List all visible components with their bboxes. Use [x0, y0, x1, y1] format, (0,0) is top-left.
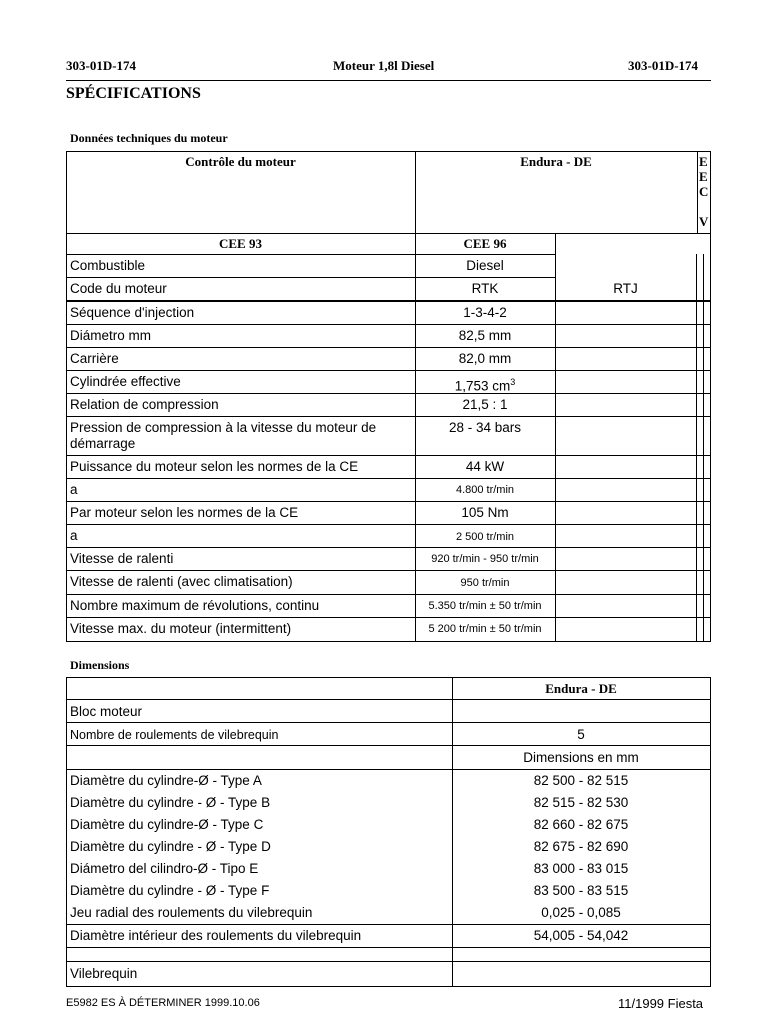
header-right-code: 303-01D-174 — [628, 58, 699, 73]
header-left-code: 303-01D-174 — [66, 58, 137, 73]
row-value: 83 500 - 83 515 — [533, 883, 629, 898]
header-center-title: Moteur 1,8l Diesel — [333, 58, 435, 73]
row-extra-value: RTJ — [613, 281, 638, 296]
row-label: Diamètre du cylindre-Ø - Type A — [70, 773, 262, 788]
row-label: Carrière — [70, 351, 119, 366]
row-value: 105 Nm — [461, 505, 509, 520]
row-label: Nombre de roulements de vilebrequin — [70, 728, 279, 742]
row-value: RTK — [471, 281, 499, 296]
col-header-letter: C — [699, 184, 709, 199]
row-value-with-unit — [415, 374, 555, 395]
row-value: 1,753 cm — [454, 378, 511, 394]
row-value: 54,005 - 54,042 — [533, 928, 629, 943]
row-value: 5 — [577, 727, 585, 742]
row-label: Diámetro mm — [70, 328, 152, 343]
row-label: Vitesse de ralenti (avec climatisation) — [70, 574, 293, 589]
row-label: Puissance du moteur selon les normes de la CE — [70, 459, 359, 474]
row-value: 5 200 tr/min ± 50 tr/min — [428, 623, 542, 635]
unit-superscript: 3 — [510, 377, 516, 387]
engine-section-title: Données techniques du moteur — [70, 131, 228, 145]
row-label: Bloc moteur — [70, 704, 143, 719]
row-value: Dimensions en mm — [523, 750, 639, 765]
row-label: a — [70, 482, 78, 497]
row-label: Combustible — [70, 258, 146, 273]
footer-doc-ref: E5982 ES À DÉTERMINER 1999.10.06 — [66, 997, 260, 1009]
header-rule — [66, 80, 711, 81]
row-label: Jeu radial des roulements du vilebrequin — [70, 905, 313, 920]
row-label: Diamètre du cylindre - Ø - Type F — [70, 883, 270, 898]
col-header-letter: E — [699, 154, 708, 169]
dimensions-section-title: Dimensions — [70, 658, 130, 672]
row-value: 82,0 mm — [458, 351, 512, 366]
row-value: 2 500 tr/min — [455, 531, 515, 543]
subheader-cee93: CEE 93 — [219, 236, 262, 251]
col-header-endura: Endura - DE — [545, 681, 617, 696]
row-label: Vitesse max. du moteur (intermittent) — [70, 621, 292, 636]
row-value: 44 kW — [465, 459, 505, 474]
row-value: Diesel — [466, 258, 504, 273]
footer-date-model: 11/1999 Fiesta — [618, 996, 704, 1011]
col-header-endura: Endura - DE — [520, 154, 592, 169]
row-label: Séquence d'injection — [70, 305, 195, 320]
row-label: Diamètre intérieur des roulements du vilebrequin — [70, 928, 362, 943]
row-value: 5.350 tr/min ± 50 tr/min — [428, 600, 542, 612]
row-value: 21,5 : 1 — [462, 397, 508, 412]
row-value: 1-3-4-2 — [463, 305, 507, 320]
row-value: 82 500 - 82 515 — [533, 773, 629, 788]
row-label: Relation de compression — [70, 397, 219, 412]
row-value: 0,025 - 0,085 — [541, 905, 621, 920]
row-label: Vitesse de ralenti — [70, 551, 174, 566]
row-label: Diamètre du cylindre-Ø - Type C — [70, 817, 264, 832]
row-label: a — [70, 528, 78, 543]
subheader-cee96: CEE 96 — [463, 236, 507, 251]
row-value: 82,5 mm — [458, 328, 512, 343]
row-value: 82 660 - 82 675 — [533, 817, 629, 832]
row-label: Cylindrée effective — [70, 374, 181, 389]
row-value: 83 000 - 83 015 — [533, 861, 629, 876]
row-label: Vilebrequin — [70, 966, 138, 981]
row-label: Diamètre du cylindre - Ø - Type D — [70, 839, 271, 854]
row-label: Nombre maximum de révolutions, continu — [70, 598, 320, 613]
col-header-engine-control: Contrôle du moteur — [185, 154, 296, 169]
row-label: Pression de compression à la vitesse du moteur de démarrage — [70, 420, 377, 451]
page-title: SPÉCIFICATIONS — [66, 85, 201, 102]
row-value: 28 - 34 bars — [448, 420, 522, 435]
row-value: 920 tr/min - 950 tr/min — [431, 553, 539, 565]
row-label: Diámetro del cilindro-Ø - Tipo E — [70, 861, 259, 876]
row-value: 82 515 - 82 530 — [533, 795, 629, 810]
col-header-letter: V — [699, 214, 709, 229]
row-label: Diamètre du cylindre - Ø - Type B — [70, 795, 271, 810]
row-label: Par moteur selon les normes de la CE — [70, 505, 299, 520]
col-header-letter: E — [699, 169, 708, 184]
row-value: 950 tr/min — [460, 577, 510, 589]
row-label: Code du moteur — [70, 281, 167, 296]
row-value: 82 675 - 82 690 — [533, 839, 629, 854]
row-value: 4.800 tr/min — [455, 484, 515, 496]
